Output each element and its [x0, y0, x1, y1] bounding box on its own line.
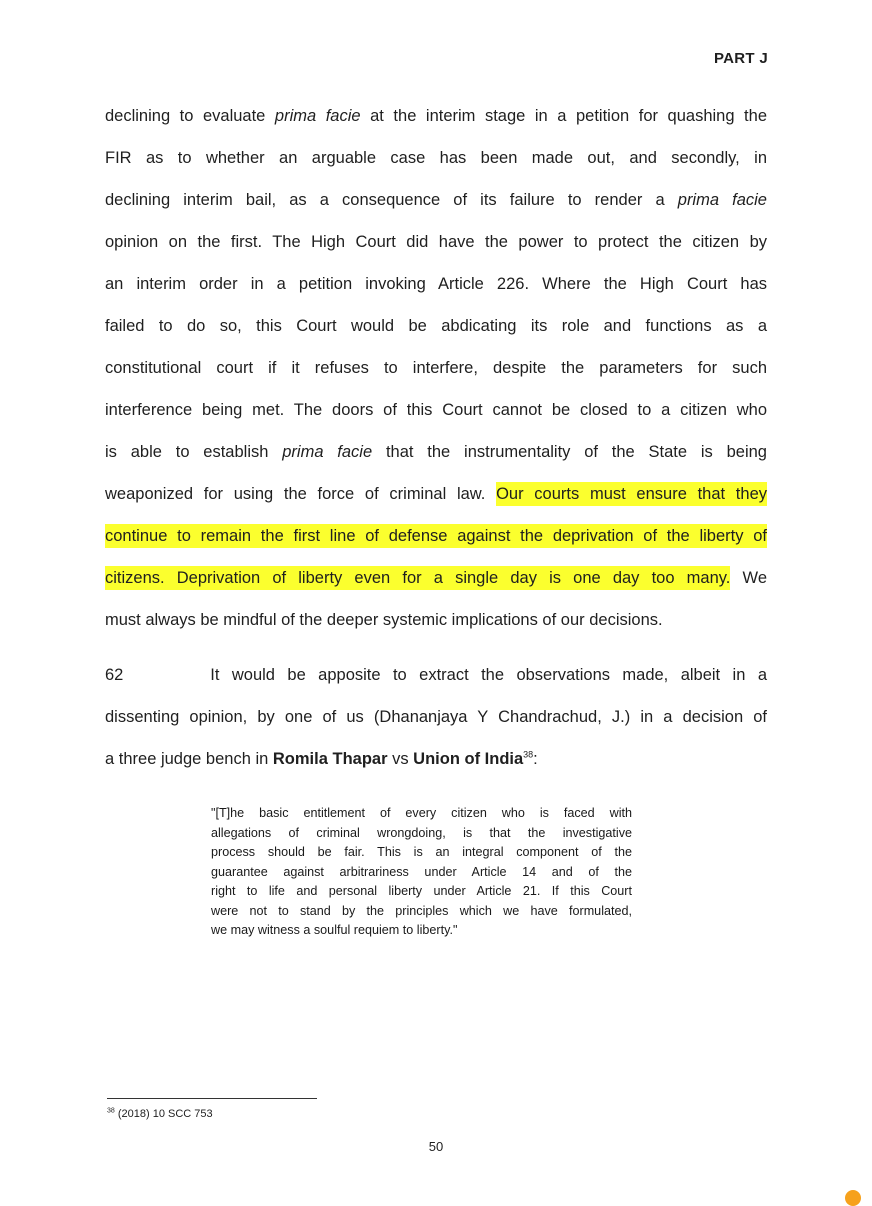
text-segment: constitutional court if it refuses to interfere, despite the parameters for such: [105, 359, 767, 377]
text-line: [105, 654, 767, 696]
text-segment: Union of India: [413, 750, 524, 768]
highlighted-text: citizens. Deprivation of liberty even for a single day is one day too many.: [105, 566, 730, 590]
text-segment: an interim order in a petition invoking Article 226. Where the High Court has: [105, 275, 767, 293]
quote-line: guarantee against arbitrariness under Article 14 and of the: [211, 864, 632, 879]
text-segment: vs: [387, 750, 414, 768]
text-segment: FIR as to whether an arguable case has been made out, and secondly, in: [105, 149, 767, 167]
quote-line: process should be fair. This is an integral component of the: [211, 845, 632, 859]
footnote-divider: [107, 1098, 317, 1099]
text-line: [105, 137, 767, 179]
text-line: [105, 599, 767, 641]
text-segment: is able to establish: [105, 443, 283, 461]
text-segment: a three judge bench in: [105, 750, 273, 768]
block-quote: [211, 804, 632, 941]
text-line: [105, 305, 767, 347]
text-line: [105, 515, 767, 557]
quote-line: allegations of criminal wrongdoing, is that the investigative: [211, 825, 632, 840]
footnote-marker: 38: [107, 1107, 115, 1115]
text-segment: at the interim stage in a petition for quashing the: [360, 107, 767, 125]
text-segment: declining interim bail, as a consequence of its failure to render a: [105, 191, 678, 209]
highlighted-text: continue to remain the first line of defense against the deprivation of the liberty of: [105, 524, 767, 548]
text-segment: prima facie: [282, 443, 373, 461]
quote-line: were not to stand by the principles which we have formulated,: [211, 903, 632, 918]
text-segment: opinion on the first. The High Court did have the power to protect the citizen by: [105, 233, 767, 251]
text-segment: that the instrumentality of the State is being: [372, 443, 767, 461]
text-segment: dissenting opinion, by one of us (Dhananjaya Y Chandrachud, J.) in a decision of: [105, 708, 767, 726]
text-line: [105, 95, 767, 137]
text-line: [105, 738, 767, 780]
footnote: [107, 1108, 213, 1120]
highlighted-text: Our courts must ensure that they: [496, 482, 767, 506]
text-segment: Romila Thapar: [272, 750, 388, 768]
text-line: [105, 557, 767, 599]
text-segment: :: [533, 750, 538, 768]
text-segment: failed to do so, this Court would be abdicating its role and functions as a: [105, 317, 767, 335]
footnote-reference: 38: [523, 749, 534, 760]
quote-line: "[T]he basic entitlement of every citizen who is faced with: [211, 806, 632, 820]
text-line: [105, 473, 767, 515]
quote-line: right to life and personal liberty under Article 21. If this Court: [211, 884, 632, 898]
text-segment: prima facie: [677, 191, 767, 209]
quote-line: we may witness a soulful requiem to liberty.": [211, 923, 458, 937]
text-segment: 62 It would be apposite to extract the observations made, albeit in a: [105, 666, 767, 684]
paragraph-61: [105, 95, 767, 641]
scroll-indicator[interactable]: [845, 1190, 861, 1206]
page-header-part-label: PART J: [713, 50, 768, 67]
paragraph-62: [105, 654, 767, 780]
text-segment: weaponized for using the force of criminal law.: [105, 485, 497, 503]
text-line: [105, 263, 767, 305]
text-line: [105, 389, 767, 431]
footnote-text: (2018) 10 SCC 753: [114, 1108, 213, 1120]
text-line: [105, 431, 767, 473]
text-segment: declining to evaluate: [105, 107, 275, 125]
text-line: [105, 696, 767, 738]
text-segment: prima facie: [274, 107, 361, 125]
text-segment: must always be mindful of the deeper systemic implications of our decisions.: [105, 611, 663, 629]
text-line: [105, 179, 767, 221]
page-number: 50: [428, 1139, 444, 1154]
text-segment: interference being met. The doors of this Court cannot be closed to a citizen who: [105, 401, 767, 419]
text-line: [105, 347, 767, 389]
text-line: [105, 221, 767, 263]
text-segment: We: [730, 569, 767, 587]
